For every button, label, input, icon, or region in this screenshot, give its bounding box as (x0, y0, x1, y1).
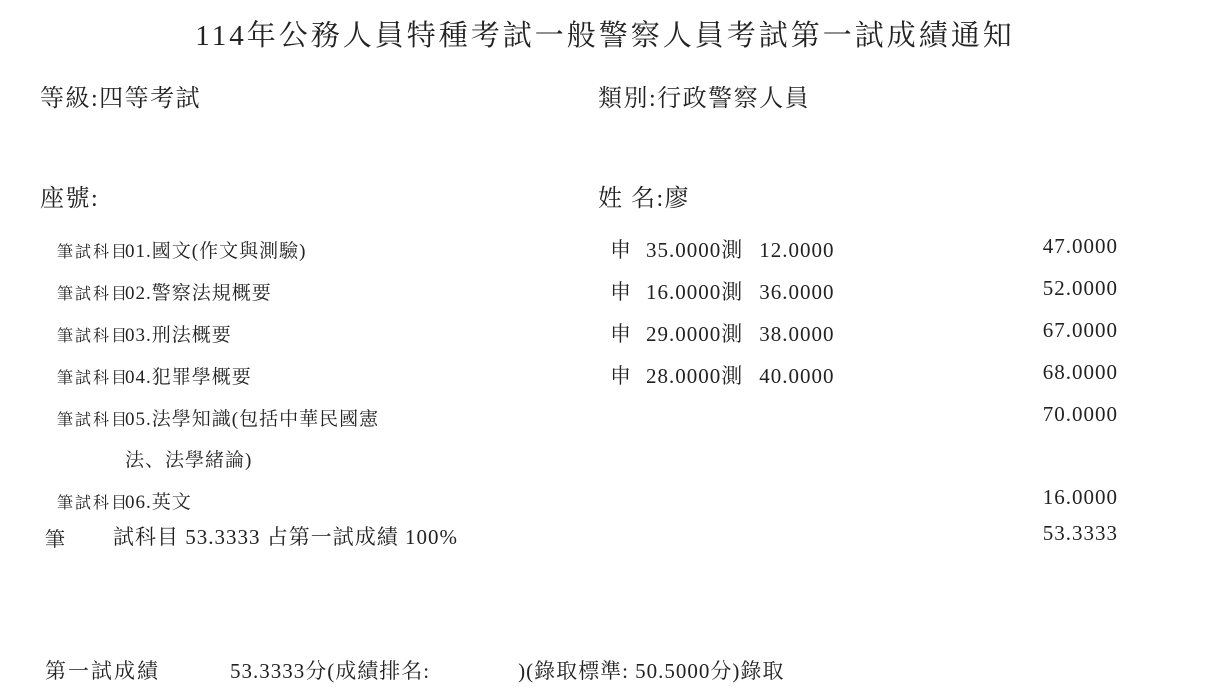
exam-category-value: 行政警察人員 (657, 86, 811, 112)
written-score: 35.0000 (646, 238, 722, 262)
candidate-name-line (598, 178, 690, 213)
summary-prefix: 筆 (45, 529, 65, 551)
written-type-label: 申 (610, 280, 631, 304)
rank-redacted-area (430, 677, 518, 678)
subject-name: 03.刑法概要 (125, 325, 232, 346)
written-type-label: 申 (610, 322, 631, 346)
written-type-label: 申 (610, 238, 631, 262)
subject-name: 04.犯罪學概要 (125, 367, 252, 388)
summary-text: 試科目 53.3333 占第一試成績 100% (113, 525, 458, 549)
result-label: 第一試成績 (45, 659, 160, 683)
test-score: 38.0000 (759, 322, 835, 346)
exam-level-value: 四等考試 (99, 86, 202, 112)
summary-row (0, 521, 1210, 555)
subject-name-line1: 05.法學知識(包括中華民國憲 (125, 409, 380, 430)
test-type-label: 測 (721, 322, 743, 346)
subject-row (0, 360, 1210, 394)
total-score: 70.0000 (1042, 402, 1118, 426)
written-score: 28.0000 (646, 364, 722, 388)
test-score: 40.0000 (759, 364, 835, 388)
subscore-group (610, 360, 835, 390)
result-line (0, 655, 1210, 689)
subject-row (0, 276, 1210, 310)
subject-row (0, 485, 1210, 519)
row-type-label: 筆試科目 (57, 286, 130, 303)
subject-row (0, 402, 1210, 436)
subject-row (0, 234, 1210, 268)
subject-name: 01.國文(作文與測驗) (125, 241, 307, 262)
written-type-label: 申 (610, 364, 631, 388)
written-score: 29.0000 (646, 322, 722, 346)
result-rest-text: )(錄取標準: 50.5000分)錄取 (518, 659, 785, 683)
written-score: 16.0000 (646, 280, 722, 304)
document-title: 114年公務人員特種考試一般警察人員考試第一試成績通知 (195, 20, 1015, 52)
row-type-label: 筆試科目 (57, 495, 130, 512)
test-type-label: 測 (721, 364, 743, 388)
candidate-name-value: 廖 (664, 186, 691, 212)
subject-row-continuation (0, 443, 1210, 477)
row-type-label: 筆試科目 (57, 412, 130, 429)
total-score: 47.0000 (1042, 234, 1118, 258)
test-type-label: 測 (721, 238, 743, 262)
subject-name: 02.警察法規概要 (125, 283, 272, 304)
seat-number-label: 座號: (40, 186, 100, 212)
subject-row (0, 318, 1210, 352)
exam-level-label: 等級: (40, 86, 100, 112)
row-type-label: 筆試科目 (57, 328, 130, 345)
test-type-label: 測 (721, 280, 743, 304)
total-score: 67.0000 (1042, 318, 1118, 342)
summary-total-score: 53.3333 (1042, 521, 1118, 545)
result-text (230, 655, 784, 685)
result-score-text: 53.3333分(成績排名: (230, 659, 431, 683)
row-type-label: 筆試科目 (57, 244, 130, 261)
total-score: 16.0000 (1042, 485, 1118, 509)
exam-category-line (598, 78, 810, 113)
exam-category-label: 類別: (598, 86, 658, 112)
candidate-name-label: 姓 名: (598, 186, 665, 212)
seat-number-redacted (99, 205, 219, 206)
test-score: 12.0000 (759, 238, 835, 262)
total-score: 52.0000 (1042, 276, 1118, 300)
subscore-group (610, 276, 835, 306)
subscore-group (610, 318, 835, 348)
subject-name-line2: 法、法學緒論) (125, 450, 253, 471)
subscore-group (610, 234, 835, 264)
row-type-label: 筆試科目 (57, 370, 130, 387)
exam-level-line (40, 78, 201, 113)
test-score: 36.0000 (759, 280, 835, 304)
subject-name: 06.英文 (125, 492, 192, 513)
seat-number-line (40, 178, 219, 213)
total-score: 68.0000 (1042, 360, 1118, 384)
